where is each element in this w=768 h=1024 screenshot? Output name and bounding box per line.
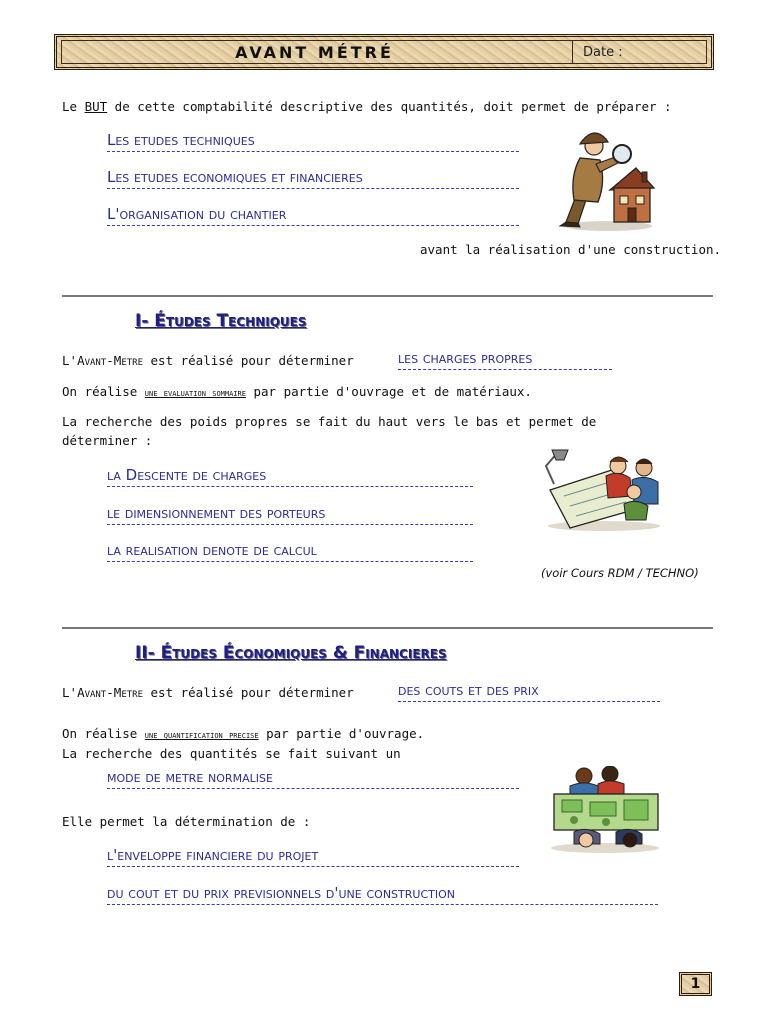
section-2-line-1 — [62, 685, 354, 701]
section-1-title: I- Études Techniques — [135, 311, 307, 331]
s1-l1-term: Avant-Metre — [77, 353, 143, 368]
intro-before: Le — [62, 99, 85, 114]
section-2-mode: mode de metre normalise — [107, 768, 519, 789]
divider-2 — [62, 627, 713, 629]
s2-l2-after: par partie d'ouvrage. — [258, 726, 425, 741]
section-1-line-2 — [62, 384, 532, 401]
planning-illustration — [544, 766, 666, 854]
intro-item-2: Les etudes economiques et financieres — [107, 168, 519, 189]
intro-item-3: L'organisation du chantier — [107, 205, 519, 226]
intro-keyword: BUT — [84, 99, 108, 114]
page-header — [54, 34, 714, 70]
date-field: Date : — [572, 41, 706, 63]
s1-l2-after: par partie d'ouvrage et de matériaux. — [245, 384, 532, 399]
s2-l2-term: une quantification precise — [144, 729, 259, 741]
detective-house-illustration — [556, 126, 656, 232]
intro-item-1: Les etudes techniques — [107, 131, 519, 152]
section-2-line-2 — [62, 726, 424, 743]
page-number: 1 — [679, 972, 712, 996]
s2-l1-mid: est réalisé pour déterminer — [143, 685, 354, 700]
s2-l2-before: On réalise — [62, 726, 145, 741]
intro-sentence — [62, 99, 672, 115]
section-2-item-1: l'enveloppe financiere du projet — [107, 846, 519, 867]
section-1-note: (voir Cours RDM / TECHNO) — [541, 566, 699, 580]
intro-after: de cette comptabilité descriptive des quantités, doit permet de préparer : — [107, 99, 672, 114]
section-2-item-2: du cout et du prix previsionnels d'une construction — [107, 884, 658, 905]
section-1-line-1 — [62, 353, 354, 369]
section-2-line-3: La recherche des quantités se fait suivant un — [62, 746, 401, 761]
header-frame — [61, 40, 707, 64]
s2-l1-prefix: L' — [62, 685, 78, 700]
s2-l1-term: Avant-Metre — [77, 685, 143, 700]
divider-1 — [62, 295, 713, 297]
section-1-item-2: le dimensionnement des porteurs — [107, 504, 473, 525]
section-1-line-4: déterminer : — [62, 433, 153, 448]
section-2-title: II- Études Économiques & Financieres — [135, 643, 447, 663]
s1-l1-mid: est réalisé pour déterminer — [143, 353, 354, 368]
section-1-item-1: la Descente de charges — [107, 466, 473, 487]
section-2-line-4: Elle permet la détermination de : — [62, 814, 311, 829]
s1-l1-prefix: L' — [62, 353, 78, 368]
s1-l2-term: une evaluation sommaire — [144, 387, 246, 399]
section-1-line-3: La recherche des poids propres se fait du haut vers le bas et permet de — [62, 414, 597, 429]
s1-l2-before: On réalise — [62, 384, 145, 399]
section-1-item-3: la realisation denote de calcul — [107, 541, 473, 562]
page-title: AVANT MÉTRÉ — [235, 42, 394, 62]
engineers-illustration — [540, 446, 666, 532]
section-1-charges-value: les charges propres — [398, 349, 612, 370]
section-2-costs-value: des couts et des prix — [398, 681, 660, 702]
intro-closing: avant la réalisation d'une construction. — [420, 242, 722, 257]
